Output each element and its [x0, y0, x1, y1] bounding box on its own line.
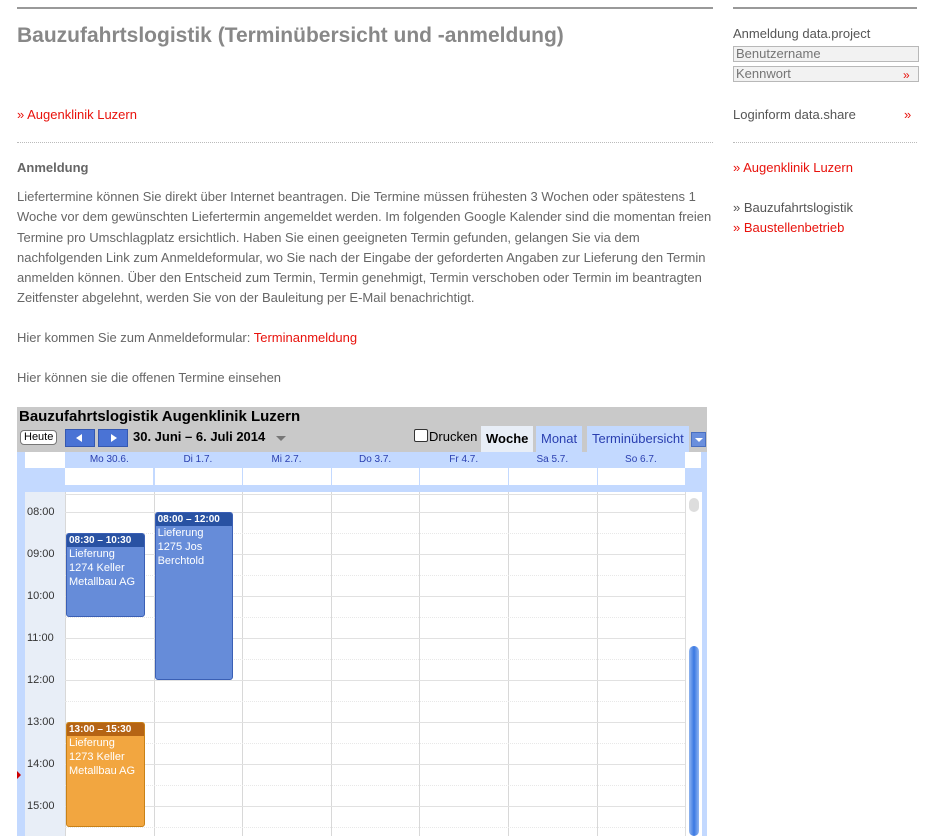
grid-top-line: [65, 494, 685, 495]
hour-label: 08:00: [27, 506, 55, 518]
event-title: Lieferung 1275 Jos Berchtold: [157, 527, 205, 567]
time-grid: [25, 492, 701, 836]
half-hour-line: [65, 785, 685, 786]
day-header[interactable]: Mi 2.7.: [242, 452, 331, 468]
tab-terminuebersicht[interactable]: Terminübersicht: [587, 426, 689, 452]
scrollbar-thumb[interactable]: [689, 646, 699, 836]
day-header[interactable]: Di 1.7.: [154, 452, 243, 468]
sidebar-item-bauzufahrtslogistik: » Bauzufahrtslogistik: [733, 200, 853, 215]
allday-cell[interactable]: [332, 468, 420, 485]
section-heading: Anmeldung: [17, 160, 89, 175]
half-hour-line: [65, 701, 685, 702]
calendar-scrollbar[interactable]: [685, 492, 702, 836]
share-login-arrow[interactable]: »: [904, 107, 912, 122]
event-title: Lieferung 1273 Keller Metallbau AG: [69, 737, 136, 777]
tab-woche[interactable]: Woche: [481, 426, 533, 452]
sidebar-link-baustellenbetrieb[interactable]: » Baustellenbetrieb: [733, 220, 845, 235]
hour-label: 09:00: [27, 548, 55, 560]
terminanmeldung-link[interactable]: Terminanmeldung: [253, 330, 358, 345]
form-line: [17, 330, 357, 345]
open-dates-line: Hier können sie die offenen Termine einsehen: [17, 370, 282, 385]
tab-monat[interactable]: Monat: [536, 426, 582, 452]
hour-line: [65, 722, 685, 723]
calendar-header: [17, 407, 707, 452]
sidebar-divider: [733, 142, 917, 143]
calendar-event[interactable]: [155, 512, 234, 680]
login-submit-button[interactable]: »: [903, 68, 910, 82]
hour-line: [65, 680, 685, 681]
prev-week-button[interactable]: [65, 429, 95, 447]
calendar-event[interactable]: [66, 722, 145, 827]
current-time-marker: [17, 771, 21, 779]
hour-label: 12:00: [27, 674, 55, 686]
left-arrow-icon: [76, 434, 82, 442]
password-input[interactable]: [733, 66, 919, 82]
day-header[interactable]: Sa 5.7.: [508, 452, 597, 468]
allday-cell[interactable]: [420, 468, 508, 485]
divider: [17, 142, 713, 143]
scrollbar-up-cap: [689, 498, 699, 512]
form-line-prefix: Hier kommen Sie zum Anmeldeformular:: [17, 330, 254, 345]
allday-cell[interactable]: [509, 468, 597, 485]
half-hour-line: [65, 827, 685, 828]
page-title: Bauzufahrtslogistik (Terminübersicht und -anmeldung): [17, 24, 564, 47]
allday-cell[interactable]: [65, 468, 153, 485]
today-button[interactable]: Heute: [20, 430, 57, 445]
allday-cell[interactable]: [598, 468, 686, 485]
print-label: Drucken: [429, 429, 478, 444]
sidebar-link-augenklinik[interactable]: » Augenklinik Luzern: [733, 160, 853, 175]
hour-label: 10:00: [27, 590, 55, 602]
google-calendar: [17, 407, 707, 836]
day-header[interactable]: So 6.7.: [597, 452, 686, 468]
date-range: 30. Juni – 6. Juli 2014: [133, 429, 266, 444]
username-input[interactable]: [733, 46, 919, 62]
time-column: [25, 492, 65, 836]
event-time: 08:30 – 10:30: [67, 534, 144, 547]
printer-icon: [414, 429, 428, 442]
event-time: 13:00 – 15:30: [67, 723, 144, 736]
allday-cell[interactable]: [155, 468, 243, 485]
allday-cell[interactable]: [243, 468, 331, 485]
chevron-down-icon: [695, 438, 703, 442]
day-header[interactable]: Fr 4.7.: [419, 452, 508, 468]
intro-paragraph: Liefertermine können Sie direkt über Internet beantragen. Die Termine müssen frühesten 3 Wochen oder spätestens 1 Woche vor dem gewünschten Liefertermin angemeldet werden. Im folgenden Google Kalender sind die momentan freien Termine pro Umschlagplatz ersichtlich. Haben Sie einen geeigneten Termin gefunden, gelangen Sie via dem nachfolgenden Link zum Anmeldeformular, wo Sie nach der Eingabe der geforderten Angaben zur Lieferung den Termin anmelden können. Über den Entscheid zum Termin, Termin genehmigt, Termin verschoben oder Termin im beantragten Zeitfenster abgelehnt, werden Sie von der Bauleitung per E-Mail benachrichtigt.: [17, 189, 712, 306]
breadcrumb-augenklinik[interactable]: » Augenklinik Luzern: [17, 107, 137, 122]
login-label: Anmeldung data.project: [733, 26, 871, 41]
hour-line: [65, 764, 685, 765]
hour-label: 15:00: [27, 800, 55, 812]
date-range-dropdown-icon[interactable]: [276, 436, 286, 441]
calendar-event[interactable]: [66, 533, 145, 617]
sidebar-top-rule: [733, 7, 917, 9]
view-dropdown-button[interactable]: [691, 432, 706, 447]
hour-label: 14:00: [27, 758, 55, 770]
share-login-label[interactable]: Loginform data.share: [733, 107, 856, 122]
print-button[interactable]: [414, 429, 477, 444]
hour-label: 11:00: [27, 632, 54, 644]
event-time: 08:00 – 12:00: [156, 513, 233, 526]
hour-label: 13:00: [27, 716, 55, 728]
right-arrow-icon: [111, 434, 117, 442]
event-title: Lieferung 1274 Keller Metallbau AG: [69, 548, 136, 588]
next-week-button[interactable]: [98, 429, 128, 447]
day-header[interactable]: Do 3.7.: [331, 452, 420, 468]
day-header[interactable]: Mo 30.6.: [65, 452, 154, 468]
calendar-title: Bauzufahrtslogistik Augenklinik Luzern: [19, 408, 301, 425]
hour-line: [65, 806, 685, 807]
half-hour-line: [65, 743, 685, 744]
top-rule: [17, 7, 713, 9]
calendar-body: [25, 452, 701, 836]
